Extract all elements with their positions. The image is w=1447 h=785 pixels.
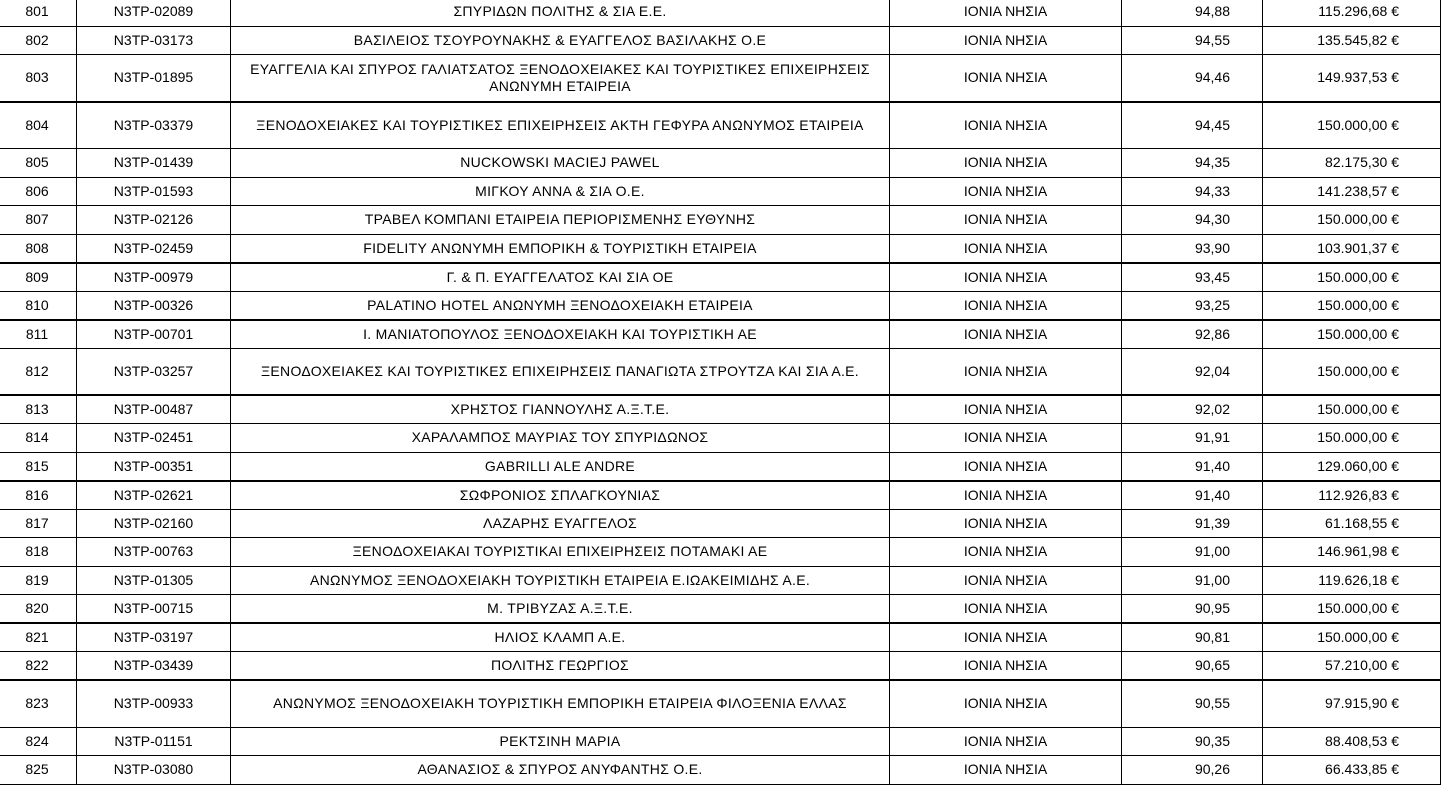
table-row xyxy=(0,348,1441,395)
score: 90,55 xyxy=(1122,680,1263,727)
row-number: 817 xyxy=(0,509,77,538)
row-number: 808 xyxy=(0,234,77,263)
table-row xyxy=(0,291,1441,320)
amount: 150.000,00 € xyxy=(1263,206,1441,235)
beneficiary-name: Μ. ΤΡΙΒΥΖΑΣ Α.Ξ.Τ.Ε. xyxy=(231,595,890,624)
score: 94,46 xyxy=(1122,55,1263,102)
application-code: N3TP-00933 xyxy=(77,680,231,727)
beneficiary-name: ΣΩΦΡΟΝΙΟΣ ΣΠΛΑΓΚΟΥΝΙΑΣ xyxy=(231,481,890,510)
score: 93,25 xyxy=(1122,291,1263,320)
application-code: N3TP-00979 xyxy=(77,263,231,292)
amount: 150.000,00 € xyxy=(1263,102,1441,149)
row-number: 809 xyxy=(0,263,77,292)
table-row xyxy=(0,509,1441,538)
region: ΙΟΝΙΑ ΝΗΣΙΑ xyxy=(890,538,1122,567)
application-code: N3TP-01439 xyxy=(77,149,231,178)
region: ΙΟΝΙΑ ΝΗΣΙΑ xyxy=(890,320,1122,349)
amount: 150.000,00 € xyxy=(1263,320,1441,349)
application-code: N3TP-00351 xyxy=(77,452,231,481)
score: 92,86 xyxy=(1122,320,1263,349)
row-number: 816 xyxy=(0,481,77,510)
row-number: 823 xyxy=(0,680,77,727)
row-number: 825 xyxy=(0,756,77,785)
application-code: N3TP-00326 xyxy=(77,291,231,320)
table-row xyxy=(0,206,1441,235)
score: 93,90 xyxy=(1122,234,1263,263)
beneficiary-name: ΑΘΑΝΑΣΙΟΣ & ΣΠΥΡΟΣ ΑΝΥΦΑΝΤΗΣ Ο.Ε. xyxy=(231,756,890,785)
region: ΙΟΝΙΑ ΝΗΣΙΑ xyxy=(890,263,1122,292)
table-row xyxy=(0,149,1441,178)
application-code: N3TP-01895 xyxy=(77,55,231,102)
row-number: 802 xyxy=(0,26,77,55)
amount: 146.961,98 € xyxy=(1263,538,1441,567)
table-row xyxy=(0,26,1441,55)
score: 90,95 xyxy=(1122,595,1263,624)
score: 90,35 xyxy=(1122,727,1263,756)
beneficiary-name: ΜΙΓΚΟΥ ΑΝΝΑ & ΣΙΑ Ο.Ε. xyxy=(231,177,890,206)
amount: 112.926,83 € xyxy=(1263,481,1441,510)
amount: 61.168,55 € xyxy=(1263,509,1441,538)
table-row xyxy=(0,177,1441,206)
application-code: N3TP-03257 xyxy=(77,348,231,395)
application-code: N3TP-02459 xyxy=(77,234,231,263)
application-code: N3TP-01593 xyxy=(77,177,231,206)
region: ΙΟΝΙΑ ΝΗΣΙΑ xyxy=(890,395,1122,424)
score: 94,45 xyxy=(1122,102,1263,149)
row-number: 818 xyxy=(0,538,77,567)
score: 93,45 xyxy=(1122,263,1263,292)
row-number: 807 xyxy=(0,206,77,235)
region: ΙΟΝΙΑ ΝΗΣΙΑ xyxy=(890,177,1122,206)
application-code: N3TP-02621 xyxy=(77,481,231,510)
table-row xyxy=(0,55,1441,102)
region: ΙΟΝΙΑ ΝΗΣΙΑ xyxy=(890,623,1122,652)
application-code: N3TP-03439 xyxy=(77,652,231,681)
score: 94,30 xyxy=(1122,206,1263,235)
application-code: N3TP-03379 xyxy=(77,102,231,149)
score: 92,04 xyxy=(1122,348,1263,395)
region: ΙΟΝΙΑ ΝΗΣΙΑ xyxy=(890,206,1122,235)
beneficiary-name: ΑΝΩΝΥΜΟΣ ΞΕΝΟΔΟΧΕΙΑΚΗ ΤΟΥΡΙΣΤΙΚΗ ΕΤΑΙΡΕΙΑ Ε.ΙΩΑΚΕΙΜΙΔΗΣ Α.Ε. xyxy=(231,566,890,595)
beneficiary-name: ΕΥΑΓΓΕΛΙΑ ΚΑΙ ΣΠΥΡΟΣ ΓΑΛΙΑΤΣΑΤΟΣ ΞΕΝΟΔΟΧΕΙΑΚΕΣ ΚΑΙ ΤΟΥΡΙΣΤΙΚΕΣ ΕΠΙΧΕΙΡΗΣΕΙΣ ΑΝΩΝΥΜΗ ΕΤΑΙΡΕΙΑ xyxy=(231,55,890,102)
table-row xyxy=(0,395,1441,424)
row-number: 824 xyxy=(0,727,77,756)
beneficiary-name: ΞΕΝΟΔΟΧΕΙΑΚΕΣ ΚΑΙ ΤΟΥΡΙΣΤΙΚΕΣ ΕΠΙΧΕΙΡΗΣΕΙΣ ΑΚΤΗ ΓΕΦΥΡΑ ΑΝΩΝΥΜΟΣ ΕΤΑΙΡΕΙΑ xyxy=(231,102,890,149)
beneficiary-name: ΧΑΡΑΛΑΜΠΟΣ ΜΑΥΡΙΑΣ ΤΟΥ ΣΠΥΡΙΔΩΝΟΣ xyxy=(231,424,890,453)
beneficiary-name: GABRILLI ALE ANDRE xyxy=(231,452,890,481)
application-code: N3TP-01305 xyxy=(77,566,231,595)
amount: 150.000,00 € xyxy=(1263,291,1441,320)
table-row xyxy=(0,680,1441,727)
application-code: N3TP-02160 xyxy=(77,509,231,538)
application-code: N3TP-02126 xyxy=(77,206,231,235)
beneficiary-name: ΧΡΗΣΤΟΣ ΓΙΑΝΝΟΥΛΗΣ Α.Ξ.Τ.Ε. xyxy=(231,395,890,424)
amount: 150.000,00 € xyxy=(1263,395,1441,424)
amount: 97.915,90 € xyxy=(1263,680,1441,727)
amount: 115.296,68 € xyxy=(1263,0,1441,26)
amount: 57.210,00 € xyxy=(1263,652,1441,681)
beneficiary-name: PALATINO HOTEL ΑΝΩΝΥΜΗ ΞΕΝΟΔΟΧΕΙΑΚΗ ΕΤΑΙΡΕΙΑ xyxy=(231,291,890,320)
score: 91,39 xyxy=(1122,509,1263,538)
beneficiary-name: ΗΛΙΟΣ ΚΛΑΜΠ Α.Ε. xyxy=(231,623,890,652)
region: ΙΟΝΙΑ ΝΗΣΙΑ xyxy=(890,452,1122,481)
table-row xyxy=(0,566,1441,595)
table-row xyxy=(0,452,1441,481)
beneficiary-name: Γ. & Π. ΕΥΑΓΓΕΛΑΤΟΣ ΚΑΙ ΣΙΑ ΟΕ xyxy=(231,263,890,292)
table-row xyxy=(0,0,1441,26)
region: ΙΟΝΙΑ ΝΗΣΙΑ xyxy=(890,0,1122,26)
application-code: N3TP-02089 xyxy=(77,0,231,26)
row-number: 815 xyxy=(0,452,77,481)
region: ΙΟΝΙΑ ΝΗΣΙΑ xyxy=(890,727,1122,756)
score: 94,55 xyxy=(1122,26,1263,55)
row-number: 801 xyxy=(0,0,77,26)
amount: 103.901,37 € xyxy=(1263,234,1441,263)
region: ΙΟΝΙΑ ΝΗΣΙΑ xyxy=(890,55,1122,102)
beneficiary-name: FIDELITY ΑΝΩΝΥΜΗ ΕΜΠΟΡΙΚΗ & ΤΟΥΡΙΣΤΙΚΗ ΕΤΑΙΡΕΙΑ xyxy=(231,234,890,263)
score: 94,88 xyxy=(1122,0,1263,26)
amount: 150.000,00 € xyxy=(1263,348,1441,395)
application-code: N3TP-00715 xyxy=(77,595,231,624)
table-row xyxy=(0,727,1441,756)
table-row xyxy=(0,263,1441,292)
score: 94,33 xyxy=(1122,177,1263,206)
amount: 149.937,53 € xyxy=(1263,55,1441,102)
row-number: 812 xyxy=(0,348,77,395)
table-row xyxy=(0,756,1441,785)
region: ΙΟΝΙΑ ΝΗΣΙΑ xyxy=(890,234,1122,263)
region: ΙΟΝΙΑ ΝΗΣΙΑ xyxy=(890,291,1122,320)
region: ΙΟΝΙΑ ΝΗΣΙΑ xyxy=(890,481,1122,510)
amount: 150.000,00 € xyxy=(1263,424,1441,453)
score: 90,26 xyxy=(1122,756,1263,785)
amount: 66.433,85 € xyxy=(1263,756,1441,785)
region: ΙΟΝΙΑ ΝΗΣΙΑ xyxy=(890,424,1122,453)
row-number: 804 xyxy=(0,102,77,149)
beneficiary-name: ΞΕΝΟΔΟΧΕΙΑΚΑΙ ΤΟΥΡΙΣΤΙΚΑΙ ΕΠΙΧΕΙΡΗΣΕΙΣ ΠΟΤΑΜΑΚΙ ΑΕ xyxy=(231,538,890,567)
application-code: N3TP-00487 xyxy=(77,395,231,424)
region: ΙΟΝΙΑ ΝΗΣΙΑ xyxy=(890,566,1122,595)
table-row xyxy=(0,234,1441,263)
region: ΙΟΝΙΑ ΝΗΣΙΑ xyxy=(890,756,1122,785)
region: ΙΟΝΙΑ ΝΗΣΙΑ xyxy=(890,149,1122,178)
table-row xyxy=(0,481,1441,510)
table-row xyxy=(0,320,1441,349)
row-number: 814 xyxy=(0,424,77,453)
amount: 150.000,00 € xyxy=(1263,623,1441,652)
row-number: 805 xyxy=(0,149,77,178)
beneficiary-name: ΤΡΑΒΕΛ ΚΟΜΠΑΝΙ ΕΤΑΙΡΕΙΑ ΠΕΡΙΟΡΙΣΜΕΝΗΣ ΕΥΘΥΝΗΣ xyxy=(231,206,890,235)
row-number: 819 xyxy=(0,566,77,595)
beneficiary-name: ΛΑΖΑΡΗΣ ΕΥΑΓΓΕΛΟΣ xyxy=(231,509,890,538)
region: ΙΟΝΙΑ ΝΗΣΙΑ xyxy=(890,26,1122,55)
application-code: N3TP-01151 xyxy=(77,727,231,756)
table-row xyxy=(0,538,1441,567)
application-code: N3TP-00763 xyxy=(77,538,231,567)
row-number: 810 xyxy=(0,291,77,320)
amount: 150.000,00 € xyxy=(1263,595,1441,624)
beneficiary-name: ΠΟΛΙΤΗΣ ΓΕΩΡΓΙΟΣ xyxy=(231,652,890,681)
application-code: N3TP-03080 xyxy=(77,756,231,785)
score: 91,00 xyxy=(1122,566,1263,595)
beneficiary-name: ΞΕΝΟΔΟΧΕΙΑΚΕΣ ΚΑΙ ΤΟΥΡΙΣΤΙΚΕΣ ΕΠΙΧΕΙΡΗΣΕΙΣ ΠΑΝΑΓΙΩΤΑ ΣΤΡΟΥΤΖΑ ΚΑΙ ΣΙΑ Α.Ε. xyxy=(231,348,890,395)
application-code: N3TP-03197 xyxy=(77,623,231,652)
score: 92,02 xyxy=(1122,395,1263,424)
application-code: N3TP-03173 xyxy=(77,26,231,55)
beneficiary-name: NUCKOWSKI MACIEJ PAWEL xyxy=(231,149,890,178)
region: ΙΟΝΙΑ ΝΗΣΙΑ xyxy=(890,652,1122,681)
region: ΙΟΝΙΑ ΝΗΣΙΑ xyxy=(890,509,1122,538)
table-row xyxy=(0,652,1441,681)
table-row xyxy=(0,102,1441,149)
amount: 119.626,18 € xyxy=(1263,566,1441,595)
region: ΙΟΝΙΑ ΝΗΣΙΑ xyxy=(890,680,1122,727)
beneficiary-name: ΑΝΩΝΥΜΟΣ ΞΕΝΟΔΟΧΕΙΑΚΗ ΤΟΥΡΙΣΤΙΚΗ ΕΜΠΟΡΙΚΗ ΕΤΑΙΡΕΙΑ ΦΙΛΟΞΕΝΙΑ ΕΛΛΑΣ xyxy=(231,680,890,727)
amount: 82.175,30 € xyxy=(1263,149,1441,178)
score: 91,40 xyxy=(1122,452,1263,481)
score: 91,40 xyxy=(1122,481,1263,510)
table-row xyxy=(0,623,1441,652)
row-number: 820 xyxy=(0,595,77,624)
row-number: 813 xyxy=(0,395,77,424)
application-code: N3TP-00701 xyxy=(77,320,231,349)
score: 90,65 xyxy=(1122,652,1263,681)
amount: 141.238,57 € xyxy=(1263,177,1441,206)
beneficiary-name: ΣΠΥΡΙΔΩΝ ΠΟΛΙΤΗΣ & ΣΙΑ Ε.Ε. xyxy=(231,0,890,26)
row-number: 811 xyxy=(0,320,77,349)
score: 91,00 xyxy=(1122,538,1263,567)
beneficiary-name: ΡΕΚΤΣΙΝΗ ΜΑΡΙΑ xyxy=(231,727,890,756)
region: ΙΟΝΙΑ ΝΗΣΙΑ xyxy=(890,102,1122,149)
region: ΙΟΝΙΑ ΝΗΣΙΑ xyxy=(890,595,1122,624)
row-number: 822 xyxy=(0,652,77,681)
region: ΙΟΝΙΑ ΝΗΣΙΑ xyxy=(890,348,1122,395)
score: 94,35 xyxy=(1122,149,1263,178)
table-row xyxy=(0,595,1441,624)
beneficiary-name: Ι. ΜΑΝΙΑΤΟΠΟΥΛΟΣ ΞΕΝΟΔΟΧΕΙΑΚΗ ΚΑΙ ΤΟΥΡΙΣΤΙΚΗ ΑΕ xyxy=(231,320,890,349)
amount: 129.060,00 € xyxy=(1263,452,1441,481)
application-code: N3TP-02451 xyxy=(77,424,231,453)
score: 90,81 xyxy=(1122,623,1263,652)
beneficiary-name: ΒΑΣΙΛΕΙΟΣ ΤΣΟΥΡΟΥΝΑΚΗΣ & ΕΥΑΓΓΕΛΟΣ ΒΑΣΙΛΑΚΗΣ Ο.Ε xyxy=(231,26,890,55)
amount: 88.408,53 € xyxy=(1263,727,1441,756)
row-number: 821 xyxy=(0,623,77,652)
row-number: 803 xyxy=(0,55,77,102)
table-row xyxy=(0,424,1441,453)
amount: 135.545,82 € xyxy=(1263,26,1441,55)
amount: 150.000,00 € xyxy=(1263,263,1441,292)
row-number: 806 xyxy=(0,177,77,206)
score: 91,91 xyxy=(1122,424,1263,453)
